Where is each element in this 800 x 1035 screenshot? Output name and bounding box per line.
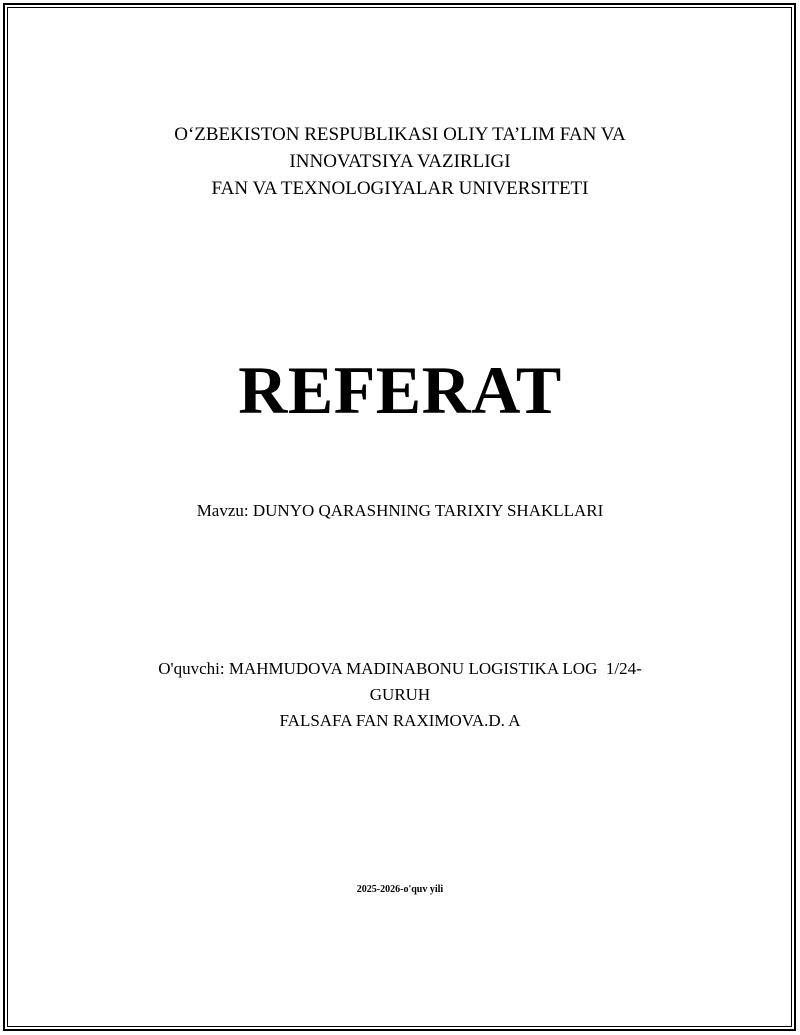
topic-line: Mavzu: DUNYO QARASHNING TARIXIY SHAKLLARI (196, 501, 604, 520)
institution-line-3: FAN VA TEXNOLOGIYALAR UNIVERSITETI (211, 178, 589, 199)
student-line-3: FALSAFA FAN RAXIMOVA.D. A (279, 711, 521, 730)
document-title: REFERAT (238, 352, 562, 428)
institution-line-2: INNOVATSIYA VAZIRLIGI (289, 151, 511, 172)
institution-heading (0, 121, 800, 202)
institution-line-1: O‘ZBEKISTON RESPUBLIKASI OLIY TA’LIM FAN VA (174, 124, 626, 145)
academic-year: 2025-2026-o'quv yili (356, 884, 444, 895)
student-line-1: O'quvchi: MAHMUDOVA MADINABONU LOGISTIKA LOG 1/24- (158, 659, 642, 678)
student-info (0, 656, 800, 734)
student-line-2: GURUH (369, 685, 431, 704)
